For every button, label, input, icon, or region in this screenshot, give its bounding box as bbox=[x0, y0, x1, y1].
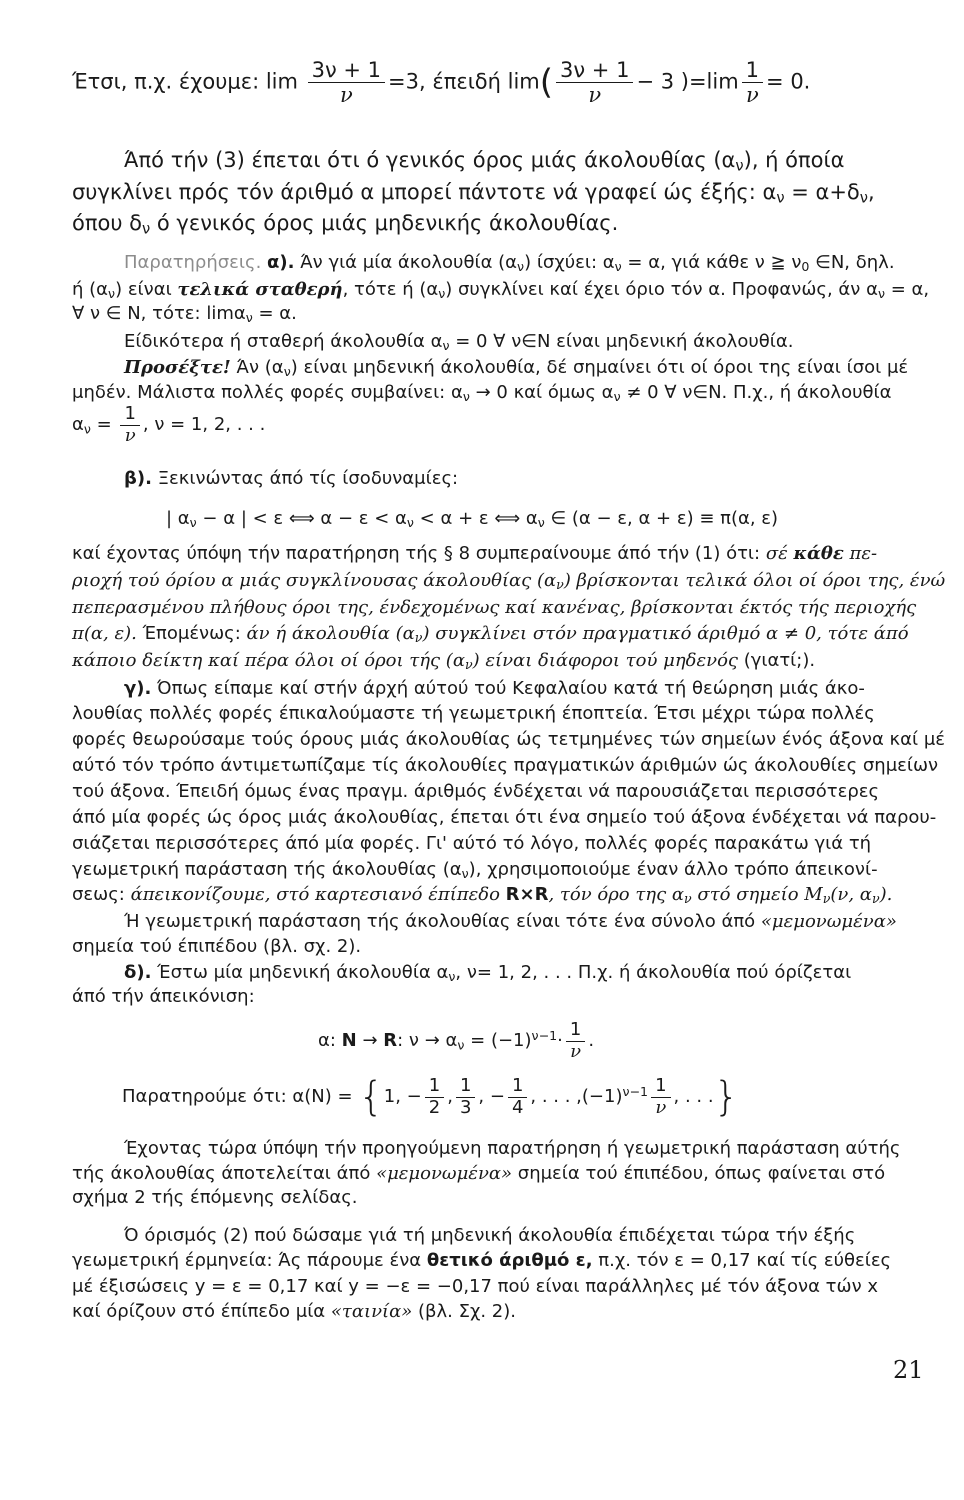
fraction: $\frac{1}{2}$ bbox=[425, 1076, 444, 1118]
paragraph-line: πεπερασμένου πλήθους όροι της, ένδεχομένως καί κανένας, βρίσκονται έκτός τής περιοχής bbox=[72, 597, 917, 618]
paragraph-line: π(α, ε). Έπομένως: άν ή άκολουθία $(\alpha_\nu)$ συγκλίνει στόν πραγματικό άριθμό α ≠ 0, τότε άπό bbox=[72, 623, 909, 646]
fraction: $\frac{3\nu + 1}{\nu}$ bbox=[308, 58, 385, 107]
fraction: $\frac{1}{\nu}$ bbox=[651, 1076, 670, 1118]
paragraph-line: τής άκολουθίας άποτελείται άπό «μεμονωμένα» σημεία τού έπιπέδου, όπως φαίνεται στό bbox=[72, 1163, 886, 1184]
paragraph-line: σημεία τού έπιπέδου (βλ. σχ. 2). bbox=[72, 936, 362, 957]
remarks-heading: Παρατηρήσεις. bbox=[124, 252, 262, 273]
fraction: $\frac{1}{\nu}$ bbox=[742, 58, 763, 107]
paragraph-line: άπό τήν άπεικόνιση: bbox=[72, 986, 255, 1007]
remarks-line: ∀ ν ∈ N, τότε: limα$_\nu$ = α. bbox=[72, 303, 297, 326]
section-delta-line: δ). Έστω μία μηδενική άκολουθία $\alpha_\nu$, ν= 1, 2, . . . Π.χ. ή άκολουθία πού όρίζεται bbox=[124, 962, 852, 985]
paragraph-line: άπό μία φορές ώς όρος μιάς άκολουθίας, έπεται ότι ένα σημείο τού άξονα ένδέχεται νά παρου- bbox=[72, 807, 937, 828]
paragraph-line: γεωμετρική παράσταση τής άκολουθίας $(\alpha_\nu)$, χρησιμοποιούμε έναν άλλο τρόπο άπεικονί- bbox=[72, 859, 878, 882]
remarks-line: μηδέν. Μάλιστα πολλές φορές συμβαίνει: $\alpha_\nu \to 0$ καί όμως $\alpha_\nu \ne 0$ ∀ ν∈N. Π.χ., ή άκολουθία bbox=[72, 382, 892, 405]
remarks-line: ή $(\alpha_\nu)$ είναι τελικά σταθερή, τότε ή $(\alpha_\nu)$ συγκλίνει καί έχει όριο τόν α. Προφανώς, άν $\alpha_\nu = \alpha$, bbox=[72, 279, 930, 302]
paragraph-line: αύτό τόν τρόπο άντιμετωπίζαμε τίς άκολουθίες πραγματικών άριθμών ώς άκολουθίες σημείων bbox=[72, 755, 939, 776]
remarks-line: Είδικότερα ή σταθερή άκολουθία $\alpha_\nu = 0$ ∀ ν∈N είναι μηδενική άκολουθία. bbox=[124, 331, 794, 354]
paragraph-line: σιάζεται περισσότερες άπό μία φορές. Γι' αύτό τό λόγο, πολλές φορές παρακάτω γιά τή bbox=[72, 833, 872, 854]
section-beta-line: β). Ξεκινώντας άπό τίς ίσοδυναμίες: bbox=[124, 468, 459, 489]
remarks-line: Προσέξτε! Άν $(\alpha_\nu)$ είναι μηδενική άκολουθία, δέ σημαίνει ότι οί όροι της είναι ίσοι μέ bbox=[124, 357, 909, 380]
fraction: $\frac{1}{3}$ bbox=[456, 1076, 475, 1118]
fraction: $\frac{3\nu + 1}{\nu}$ bbox=[556, 58, 633, 107]
equivalence-formula: | $\alpha_\nu - \alpha$ | < ε ⟺ $\alpha - \varepsilon < \alpha_\nu < \alpha + \varepsilon$ ⟺ $\alpha_\nu$ ∈ (α − ε, α + ε) ≡ π(α, ε) bbox=[166, 508, 779, 531]
paragraph-line: κάποιο δείκτη καί πέρα όλοι οί όροι τής $(\alpha_\nu)$ είναι διάφοροι τού μηδενός (γιατί;). bbox=[72, 650, 816, 673]
paragraph-line: λουθίας πολλές φορές έπικαλούμαστε τή γεωμετρική έποπτεία. Έτσι μέχρι τώρα πολλές bbox=[72, 703, 875, 724]
paragraph-line: καί έχοντας ύπόψη τήν παρατήρηση τής § 8 συμπεραίνουμε άπό τήν (1) ότι: σέ κάθε πε- bbox=[72, 543, 878, 564]
remarks-line: Παρατηρήσεις. α). Άν γιά μία άκολουθία $(\alpha_\nu)$ ίσχύει: $\alpha_\nu = \alpha$, γιά κάθε ν ≧ $\nu_0$ ∈N, δηλ. bbox=[124, 252, 895, 275]
paragraph-line: Έχοντας τώρα ύπόψη τήν προηγούμενη παρατήρηση ή γεωμετρική παράσταση αύτής bbox=[124, 1138, 901, 1159]
paragraph-line: γεωμετρική έρμηνεία: Άς πάρουμε ένα θετικό άριθμό ε, π.χ. τόν ε = 0,17 καί τίς εύθείες bbox=[72, 1250, 892, 1271]
paragraph-line: ριοχή τού όρίου α μιάς συγκλίνουσας άκολουθίας $(\alpha_\nu)$ βρίσκονται τελικά όλοι οί όροι της, ένώ bbox=[72, 570, 946, 593]
paragraph-line: όπου $\delta_\nu$ ό γενικός όρος μιάς μηδενικής άκολουθίας. bbox=[72, 211, 619, 238]
image-set-formula: Παρατηρούμε ότι: α(N) = {1, − $\frac{1}{2}$ , $\frac{1}{3}$ , − $\frac{1}{4}$ , . . . $,(-1)^{\nu-1}$ $\frac{1}{\nu}$ , . . .} bbox=[122, 1074, 740, 1121]
fraction: $\frac{1}{\nu}$ bbox=[120, 404, 139, 446]
paragraph-line: φορές θεωρούσαμε τούς όρους μιάς άκολουθίας ώς τετμημένες τών σημείων ένός άξονα καί μέ bbox=[72, 729, 945, 750]
paragraph-line: μέ έξισώσεις y = ε = 0,17 καί y = −ε = −0,17 πού είναι παράλληλες μέ τόν άξονα τών x bbox=[72, 1276, 879, 1297]
paragraph-line: Ό όρισμός (2) πού δώσαμε γιά τή μηδενική άκολουθία έπιδέχεται τώρα τήν έξής bbox=[124, 1225, 856, 1246]
mapping-formula: α: N → R: $\nu \to \alpha_\nu = (-1)^{\nu-1}\cdot$ $\frac{1}{\nu}$ . bbox=[318, 1019, 595, 1062]
remarks-line: $\alpha_\nu$ = $\frac{1}{\nu}$ , ν = 1, 2, . . . bbox=[72, 403, 266, 446]
paragraph-line: τού άξονα. Έπειδή όμως ένας πραγμ. άριθμός ένδέχεται νά παρουσιάζεται περισσότερες bbox=[72, 781, 880, 802]
limit-example-line: Έτσι, π.χ. έχουμε: lim $\frac{3\nu + 1}{\nu}$ =3, έπειδή lim( $\frac{3\nu + 1}{\nu}$ − 3 )=lim $\frac{1}{\nu}$ = 0. bbox=[72, 58, 811, 108]
fraction: $\frac{1}{\nu}$ bbox=[566, 1020, 585, 1062]
section-gamma-line: γ). Όπως είπαμε καί στήν άρχή αύτού τού Κεφαλαίου κατά τή θεώρηση μιάς άκο- bbox=[124, 678, 865, 699]
paragraph-line: συγκλίνει πρός τόν άριθμό α μπορεί πάντοτε νά γραφεί ώς έξής: $\alpha_\nu = \alpha+\delta_\nu$, bbox=[72, 180, 875, 207]
fraction: $\frac{1}{4}$ bbox=[508, 1076, 527, 1118]
page-number: 21 bbox=[893, 1356, 924, 1384]
paragraph-line: Άπό τήν (3) έπεται ότι ό γενικός όρος μιάς άκολουθίας $(\alpha_\nu)$, ή όποία bbox=[124, 148, 845, 175]
paragraph-line: σχήμα 2 τής έπόμενης σελίδας. bbox=[72, 1187, 358, 1208]
paragraph-line: Ή γεωμετρική παράσταση τής άκολουθίας είναι τότε ένα σύνολο άπό «μεμονωμένα» bbox=[124, 911, 897, 932]
paragraph-line: σεως: άπεικονίζουμε, στό καρτεσιανό έπίπεδο R×R, τόν όρο της $\alpha_\nu$ στό σημείο $M_\nu(\nu$, $\alpha_\nu$). bbox=[72, 884, 893, 907]
paragraph-line: καί όρίζουν στό έπίπεδο μία «ταινία» (βλ. Σχ. 2). bbox=[72, 1301, 516, 1322]
